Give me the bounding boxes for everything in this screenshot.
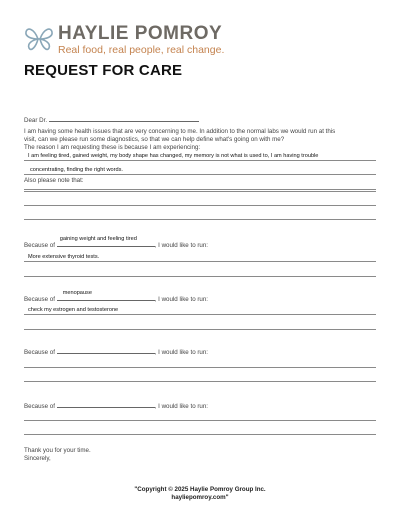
intro-line-2: visit, can we please run some diagnostics, so that we can help define what's going on with me?: [24, 136, 285, 143]
tests-line-4a[interactable]: [24, 420, 376, 421]
condition-field-2[interactable]: [57, 290, 155, 301]
reason-label: The reason I am requesting these is because I am experiencing:: [24, 144, 201, 151]
salutation-label: Dear Dr.: [24, 117, 48, 124]
because-of-row-4: [24, 401, 208, 411]
reason-line-1[interactable]: [24, 160, 376, 161]
condition-field-4[interactable]: [57, 401, 155, 408]
because-of-label: Because of: [24, 242, 55, 249]
note-line-2[interactable]: [24, 205, 376, 206]
because-of-label: Because of: [24, 403, 55, 410]
tests-line-1a[interactable]: [24, 261, 376, 262]
footer-copyright: "Copyright © 2025 Haylie Pomroy Group Inc.: [134, 486, 266, 493]
condition-text-2: menopause: [62, 290, 92, 296]
would-like-label: , I would like to run:: [154, 349, 209, 356]
closing-thanks: Thank you for your time.: [24, 447, 91, 454]
condition-text-1: gaining weight and feeling tired: [59, 236, 137, 242]
brand-name: HAYLIE POMROY: [58, 23, 223, 44]
tests-line-2a[interactable]: [24, 314, 376, 315]
would-like-label: , I would like to run:: [154, 296, 209, 303]
tests-line-1b[interactable]: [24, 276, 376, 277]
note-label: Also please note that:: [24, 177, 84, 184]
salutation: [24, 115, 199, 125]
reason-line-2[interactable]: [24, 174, 376, 175]
would-like-label: , I would like to run:: [154, 403, 209, 410]
tests-line-3a[interactable]: [24, 367, 376, 368]
tests-line-3b[interactable]: [24, 381, 376, 382]
closing-sincerely: Sincerely,: [24, 455, 51, 462]
because-of-label: Because of: [24, 349, 55, 356]
reason-line-3[interactable]: [24, 189, 376, 190]
condition-field-1[interactable]: [57, 236, 155, 247]
tests-line-4b[interactable]: [24, 434, 376, 435]
would-like-label: , I would like to run:: [154, 242, 209, 249]
brand-tagline: Real food, real people, real change.: [58, 44, 225, 56]
because-of-row-2: [24, 290, 209, 304]
because-of-label: Because of: [24, 296, 55, 303]
tests-text-1: More extensive thyroid tests.: [28, 254, 100, 260]
intro-line-1: I am having some health issues that are very concerning to me. In addition to the normal labs we would run at this: [24, 128, 336, 135]
footer-website: hayliepomroy.com": [171, 494, 229, 501]
tests-text-2: check my estrogen and testosterone: [28, 307, 119, 313]
note-line-3[interactable]: [24, 219, 376, 220]
reason-text-2: concentrating, finding the right words.: [30, 167, 123, 173]
tests-line-2b[interactable]: [24, 329, 376, 330]
because-of-row-3: [24, 347, 208, 357]
because-of-row-1: [24, 236, 209, 250]
butterfly-icon: [24, 26, 54, 52]
doctor-name-field[interactable]: [49, 115, 199, 122]
form-title: REQUEST FOR CARE: [24, 62, 183, 79]
note-line-1[interactable]: [24, 191, 376, 192]
condition-field-3[interactable]: [57, 347, 155, 354]
reason-text-1: I am feeling tired, gained weight, my body shape has changed, my memory is not what is used to, I am having trouble: [28, 153, 319, 159]
